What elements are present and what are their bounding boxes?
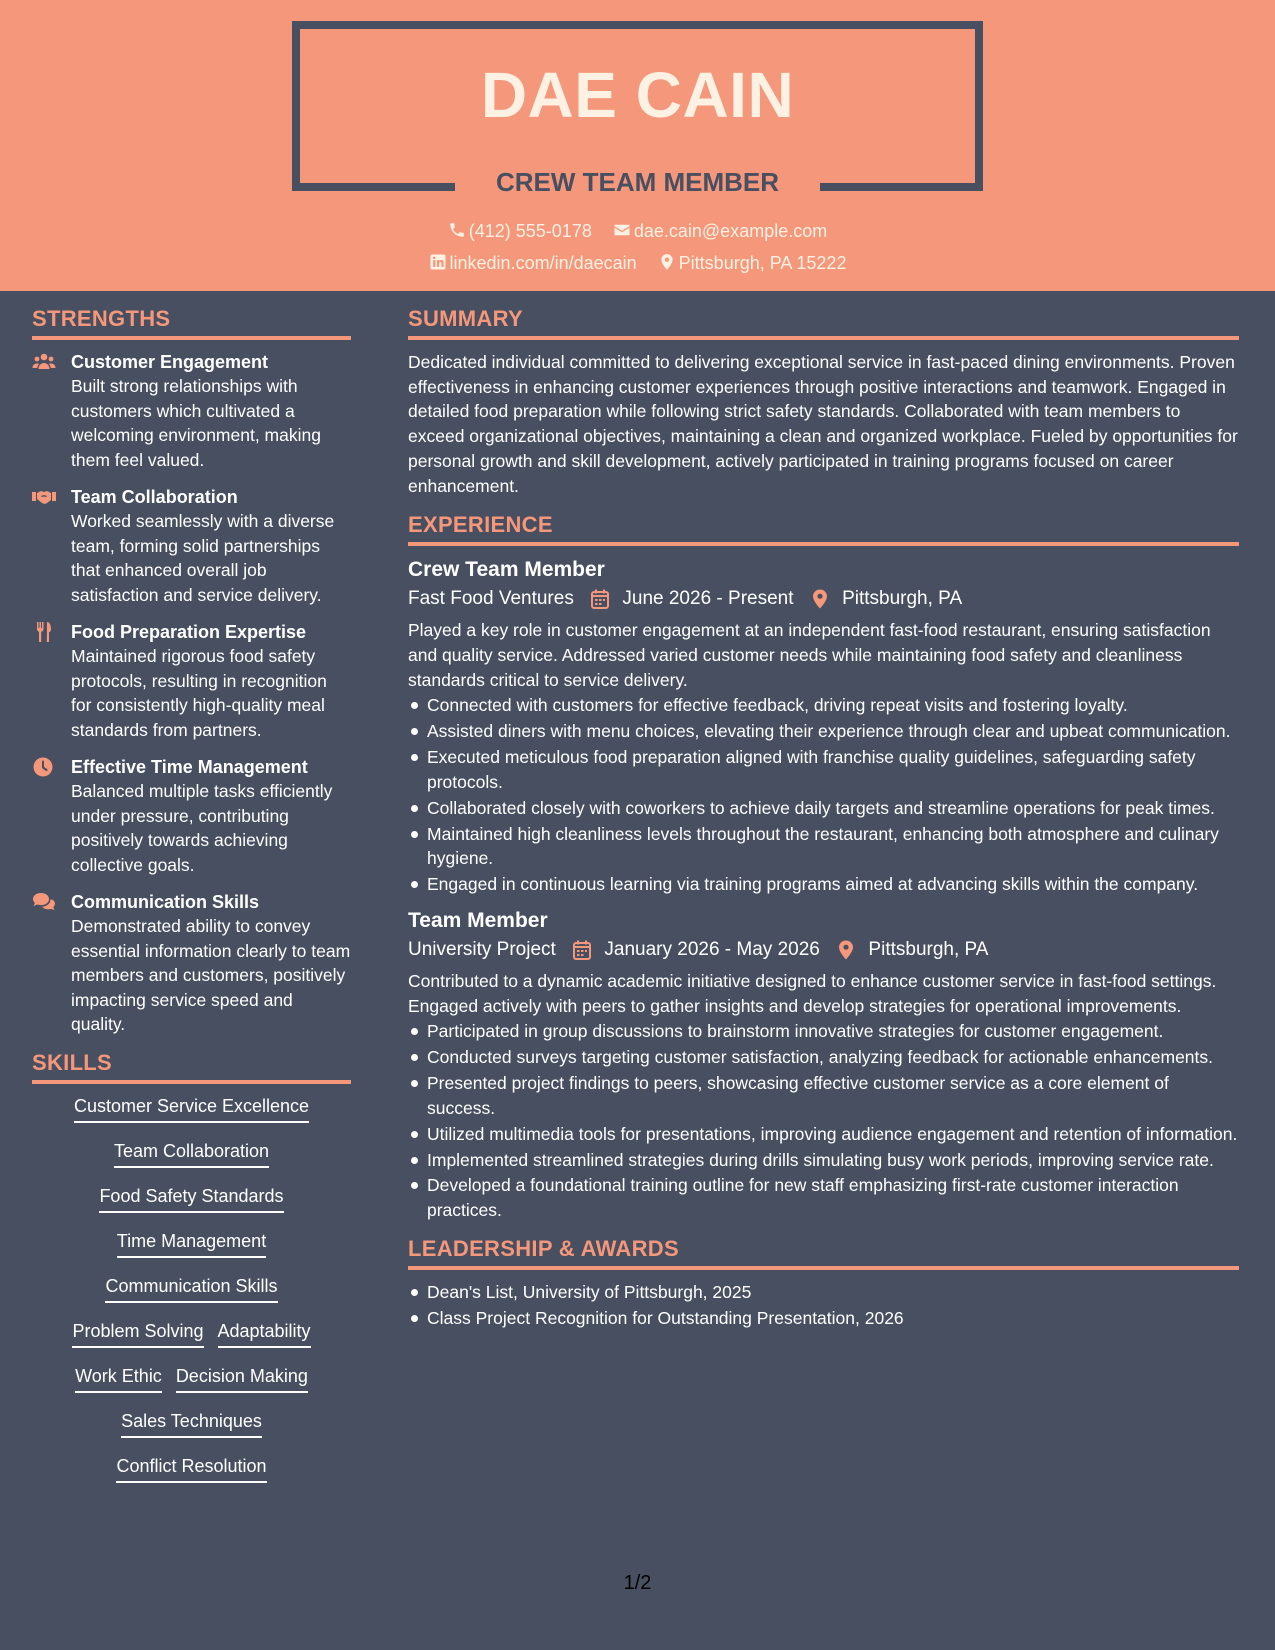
skill-tag: Food Safety Standards	[99, 1184, 283, 1213]
strength-item	[32, 485, 351, 607]
location-item	[658, 253, 847, 274]
experience-title: EXPERIENCE	[408, 512, 1239, 546]
email-text: dae.cain@example.com	[633, 221, 828, 241]
linkedin-text: linkedin.com/in/daecain	[449, 253, 637, 273]
skill-row	[32, 1094, 351, 1139]
bullet-item: Utilized multimedia tools for presentations, improving audience engagement and retention of information.	[408, 1122, 1239, 1147]
phone-text: (412) 555-0178	[468, 221, 592, 241]
bullet-item: Presented project findings to peers, showcasing effective customer service as a core element of success.	[408, 1071, 1239, 1120]
job-bullets	[408, 693, 1239, 897]
resume-header	[0, 0, 1275, 291]
skills-title: SKILLS	[32, 1050, 351, 1084]
summary-title: SUMMARY	[408, 306, 1239, 340]
strength-item	[32, 350, 351, 472]
strength-title: Communication Skills	[71, 892, 260, 912]
strength-item	[32, 755, 351, 877]
strength-title: Effective Time Management	[71, 757, 308, 777]
job-bullets	[408, 1019, 1239, 1223]
job-company: Fast Food Ventures	[408, 588, 574, 610]
bullet-item: Implemented streamlined strategies during drills simulating busy work periods, improving service rate.	[408, 1148, 1239, 1173]
skill-tag: Communication Skills	[105, 1274, 277, 1303]
map-pin-icon	[811, 589, 829, 609]
bullet-item: Participated in group discussions to brainstorm innovative strategies for customer engagement.	[408, 1019, 1239, 1044]
job-dates: June 2026 - Present	[622, 588, 794, 610]
job-description: Played a key role in customer engagement at an independent fast-food restaurant, ensuring satisfaction and quality service. Addressed varied customer needs while maintaining food safety and cleanliness standards critical to service delivery.	[408, 620, 1211, 690]
strength-desc: Maintained rigorous food safety protocols, resulting in recognition for consistently high-quality meal standards from partners.	[71, 646, 327, 740]
strength-item	[32, 890, 351, 1037]
job-title: Team Member	[408, 908, 548, 932]
skill-row	[32, 1184, 351, 1229]
utensils-icon	[32, 622, 56, 642]
job-title: Crew Team Member	[408, 558, 605, 582]
job-entry	[408, 907, 1239, 1223]
job-description: Contributed to a dynamic academic initiative designed to enhance customer service in fast-food settings. Engaged actively with peers to gather insights and develop strategies for operational improvements.	[408, 970, 1217, 1016]
skill-tag: Team Collaboration	[114, 1139, 269, 1168]
skill-tag: Problem Solving	[72, 1319, 203, 1348]
page-number: 1/2	[623, 1572, 652, 1594]
strength-desc: Worked seamlessly with a diverse team, forming solid partnerships that enhanced overall job satisfaction and service delivery.	[71, 511, 335, 605]
skill-tag: Decision Making	[176, 1364, 308, 1393]
bullet-item: Maintained high cleanliness levels throughout the restaurant, enhancing both atmosphere and culinary hygiene.	[408, 822, 1239, 871]
awards-title: LEADERSHIP & AWARDS	[408, 1236, 1239, 1270]
award-item: Dean's List, University of Pittsburgh, 2025	[408, 1280, 1239, 1305]
linkedin-item[interactable]	[429, 253, 637, 274]
bullet-item: Connected with customers for effective feedback, driving repeat visits and fostering loyalty.	[408, 693, 1239, 718]
bullet-item: Assisted diners with menu choices, elevating their experience through clear and upbeat communication.	[408, 719, 1239, 744]
job-dates: January 2026 - May 2026	[604, 938, 820, 960]
bullet-item: Developed a foundational training outline for new staff emphasizing first-rate customer interaction practices.	[408, 1173, 1239, 1222]
envelope-icon	[613, 221, 631, 239]
candidate-name: DAE CAIN	[480, 59, 795, 131]
comments-icon	[32, 892, 56, 912]
strengths-title: STRENGTHS	[32, 306, 351, 340]
strength-title: Customer Engagement	[71, 352, 269, 372]
strength-item	[32, 620, 351, 742]
job-location: Pittsburgh, PA	[842, 588, 963, 610]
calendar-icon	[591, 589, 609, 609]
strength-title: Food Preparation Expertise	[71, 622, 307, 642]
skill-row	[32, 1274, 351, 1319]
clock-icon	[32, 757, 56, 777]
strength-title: Team Collaboration	[71, 487, 238, 507]
skill-tag: Work Ethic	[75, 1364, 162, 1393]
handshake-icon	[32, 487, 56, 507]
bullet-item: Engaged in continuous learning via training programs aimed at advancing skills within the company.	[408, 872, 1239, 897]
job-location: Pittsburgh, PA	[868, 938, 989, 960]
skill-tag: Adaptability	[218, 1319, 311, 1348]
skill-row	[32, 1229, 351, 1274]
email-item[interactable]	[613, 221, 827, 242]
summary-text: Dedicated individual committed to delivering exceptional service in fast-paced dining environments. Proven effectiveness in enhancing customer experiences through positive interactions and teamwork. Engaged in detailed food preparation while following strict safety standards. Collaborated with team members to exceed organizational objectives, maintaining a clean and organized workplace. Fueled by opportunities for personal growth and skill development, actively participated in training programs focused on career enhancement.	[408, 352, 1238, 496]
location-text: Pittsburgh, PA 15222	[678, 253, 847, 273]
linkedin-icon	[429, 253, 447, 271]
skills-list	[32, 1094, 351, 1499]
skill-tag: Conflict Resolution	[116, 1454, 266, 1483]
strength-desc: Built strong relationships with customers which cultivated a welcoming environment, making them feel valued.	[71, 376, 321, 470]
skill-tag: Time Management	[117, 1229, 266, 1258]
map-pin-icon	[658, 253, 676, 271]
job-entry	[408, 556, 1239, 897]
bullet-item: Conducted surveys targeting customer satisfaction, analyzing feedback for actionable enhancements.	[408, 1045, 1239, 1070]
skill-row	[32, 1319, 351, 1364]
skill-row	[32, 1409, 351, 1454]
job-company: University Project	[408, 938, 556, 960]
job-meta	[408, 584, 1239, 614]
strength-desc: Demonstrated ability to convey essential information clearly to team members and customers, positively impacting service speed and quality.	[71, 916, 351, 1034]
skill-tag: Sales Techniques	[121, 1409, 262, 1438]
skill-row	[32, 1364, 351, 1409]
awards-list	[408, 1280, 1239, 1331]
job-meta	[408, 935, 1239, 965]
skill-tag: Customer Service Excellence	[74, 1094, 309, 1123]
strength-desc: Balanced multiple tasks efficiently under pressure, contributing positively towards achieving collective goals.	[71, 781, 333, 875]
map-pin-icon	[837, 940, 855, 960]
candidate-role: CREW TEAM MEMBER	[495, 167, 780, 197]
users-icon	[32, 352, 56, 372]
skill-row	[32, 1454, 351, 1499]
phone-item[interactable]	[448, 221, 592, 242]
bullet-item: Executed meticulous food preparation aligned with franchise quality guidelines, safeguarding safety protocols.	[408, 745, 1239, 794]
contact-row-2	[0, 253, 1275, 274]
right-column	[408, 306, 1239, 1332]
bullet-item: Collaborated closely with coworkers to achieve daily targets and streamline operations for peak times.	[408, 796, 1239, 821]
contact-row-1	[0, 221, 1275, 242]
award-item: Class Project Recognition for Outstanding Presentation, 2026	[408, 1306, 1239, 1331]
phone-icon	[448, 221, 466, 239]
left-column	[32, 306, 351, 1499]
calendar-icon	[573, 940, 591, 960]
skill-row	[32, 1139, 351, 1184]
